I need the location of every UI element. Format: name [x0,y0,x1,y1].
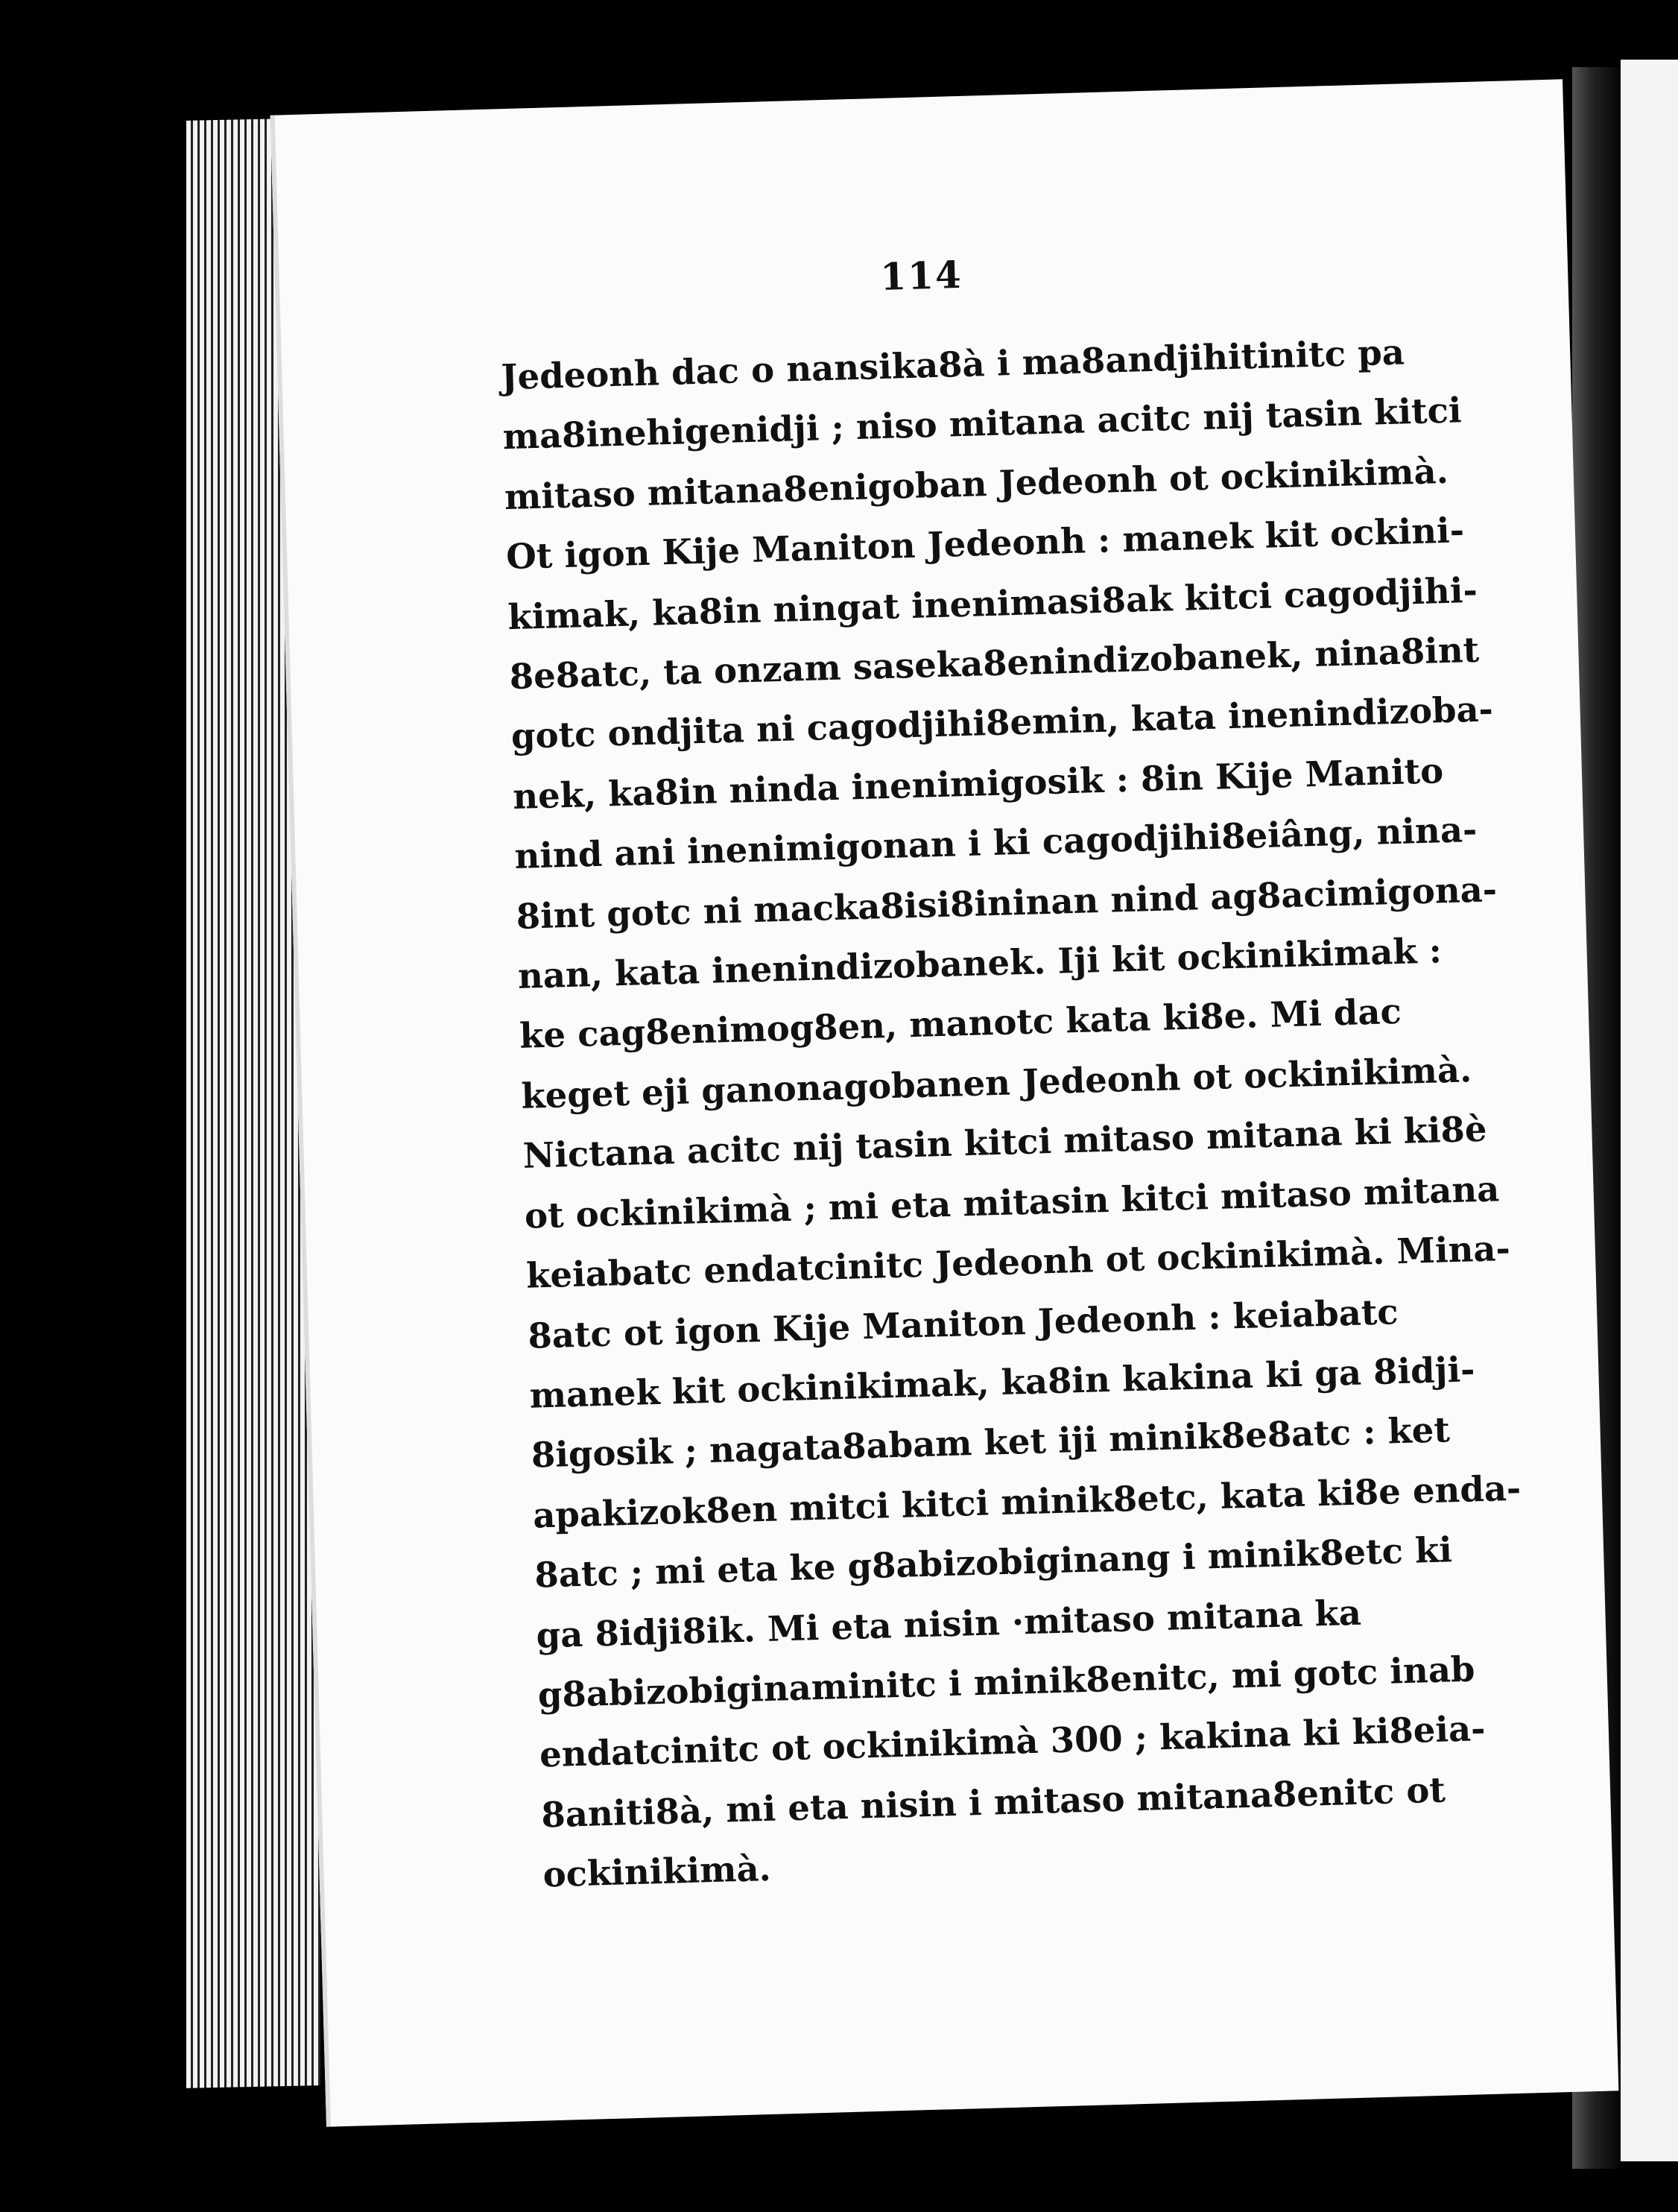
text-line: Nictana acitc nij tasin kitci mitaso mitana ki ki8è [522,1107,1488,1177]
text-line: ga 8idji8ik. Mi eta nisin ·mitaso mitana ka [535,1591,1362,1656]
text-line: ockinikimà. [542,1848,772,1895]
text-line: endatcinitc ot ockinikimà 300 ; kakina ki ki8eia- [539,1707,1487,1775]
text-line: 8e8atc, ta onzam saseka8enindizobanek, nina8int [509,628,1480,698]
text-line: mitaso mitana8enigoban Jedeonh ot ockinikimà. [504,449,1449,517]
facing-page-edge [1621,60,1678,2161]
book-page [270,79,1619,2126]
text-line: kimak, ka8in ningat inenimasi8ak kitci cagodjihi- [507,569,1478,637]
text-line: Jedeonh dac o nansika8à i ma8andjihitinitc pa [500,331,1405,398]
text-line: nan, kata inenindizobanek. Iji kit ockinikimak : [517,929,1443,996]
text-line: apakizok8en mitci kitci minik8etc, kata ki8e enda- [532,1467,1522,1536]
text-line: nek, ka8in ninda inenimigosik : 8in Kije Manito [512,749,1444,817]
text-line: 8aniti8à, mi eta nisin i mitaso mitana8enitc ot [540,1769,1446,1836]
text-line: ot ockinikimà ; mi eta mitasin kitci mitaso mitana [524,1167,1500,1236]
text-line: gotc ondjita ni cagodjihi8emin, kata inenindizoba- [510,688,1494,757]
text-line: 8atc ot igon Kije Maniton Jedeonh : keiabatc [527,1290,1399,1356]
text-line: 8int gotc ni macka8isi8ininan nind ag8acimigona- [516,868,1498,937]
text-line: nind ani inenimigonan i ki cagodjihi8eiâng, nina- [513,809,1478,877]
page-number: 114 [879,252,963,299]
text-line: Ot igon Kije Maniton Jedeonh : manek kit ockini- [505,509,1465,578]
text-line: manek kit ockinikimak, ka8in kakina ki ga 8idji- [528,1348,1476,1416]
body-text [500,319,1571,1905]
text-line: g8abizobiginaminitc i minik8enitc, mi gotc inab [537,1648,1476,1716]
text-line: 8igosik ; nagata8abam ket iji minik8e8atc : ket [531,1409,1451,1476]
text-line: keget eji ganonagobanen Jedeonh ot ockinikimà. [520,1049,1472,1116]
text-line: ke cag8enimog8en, manotc kata ki8e. Mi dac [519,990,1402,1057]
text-line: keiabatc endatcinitc Jedeonh ot ockinikimà. Mina- [525,1227,1511,1296]
text-line: ma8inehigenidji ; niso mitana acitc nij tasin kitci [502,389,1463,458]
text-line: 8atc ; mi eta ke g8abizobiginang i minik8etc ki [534,1529,1453,1596]
